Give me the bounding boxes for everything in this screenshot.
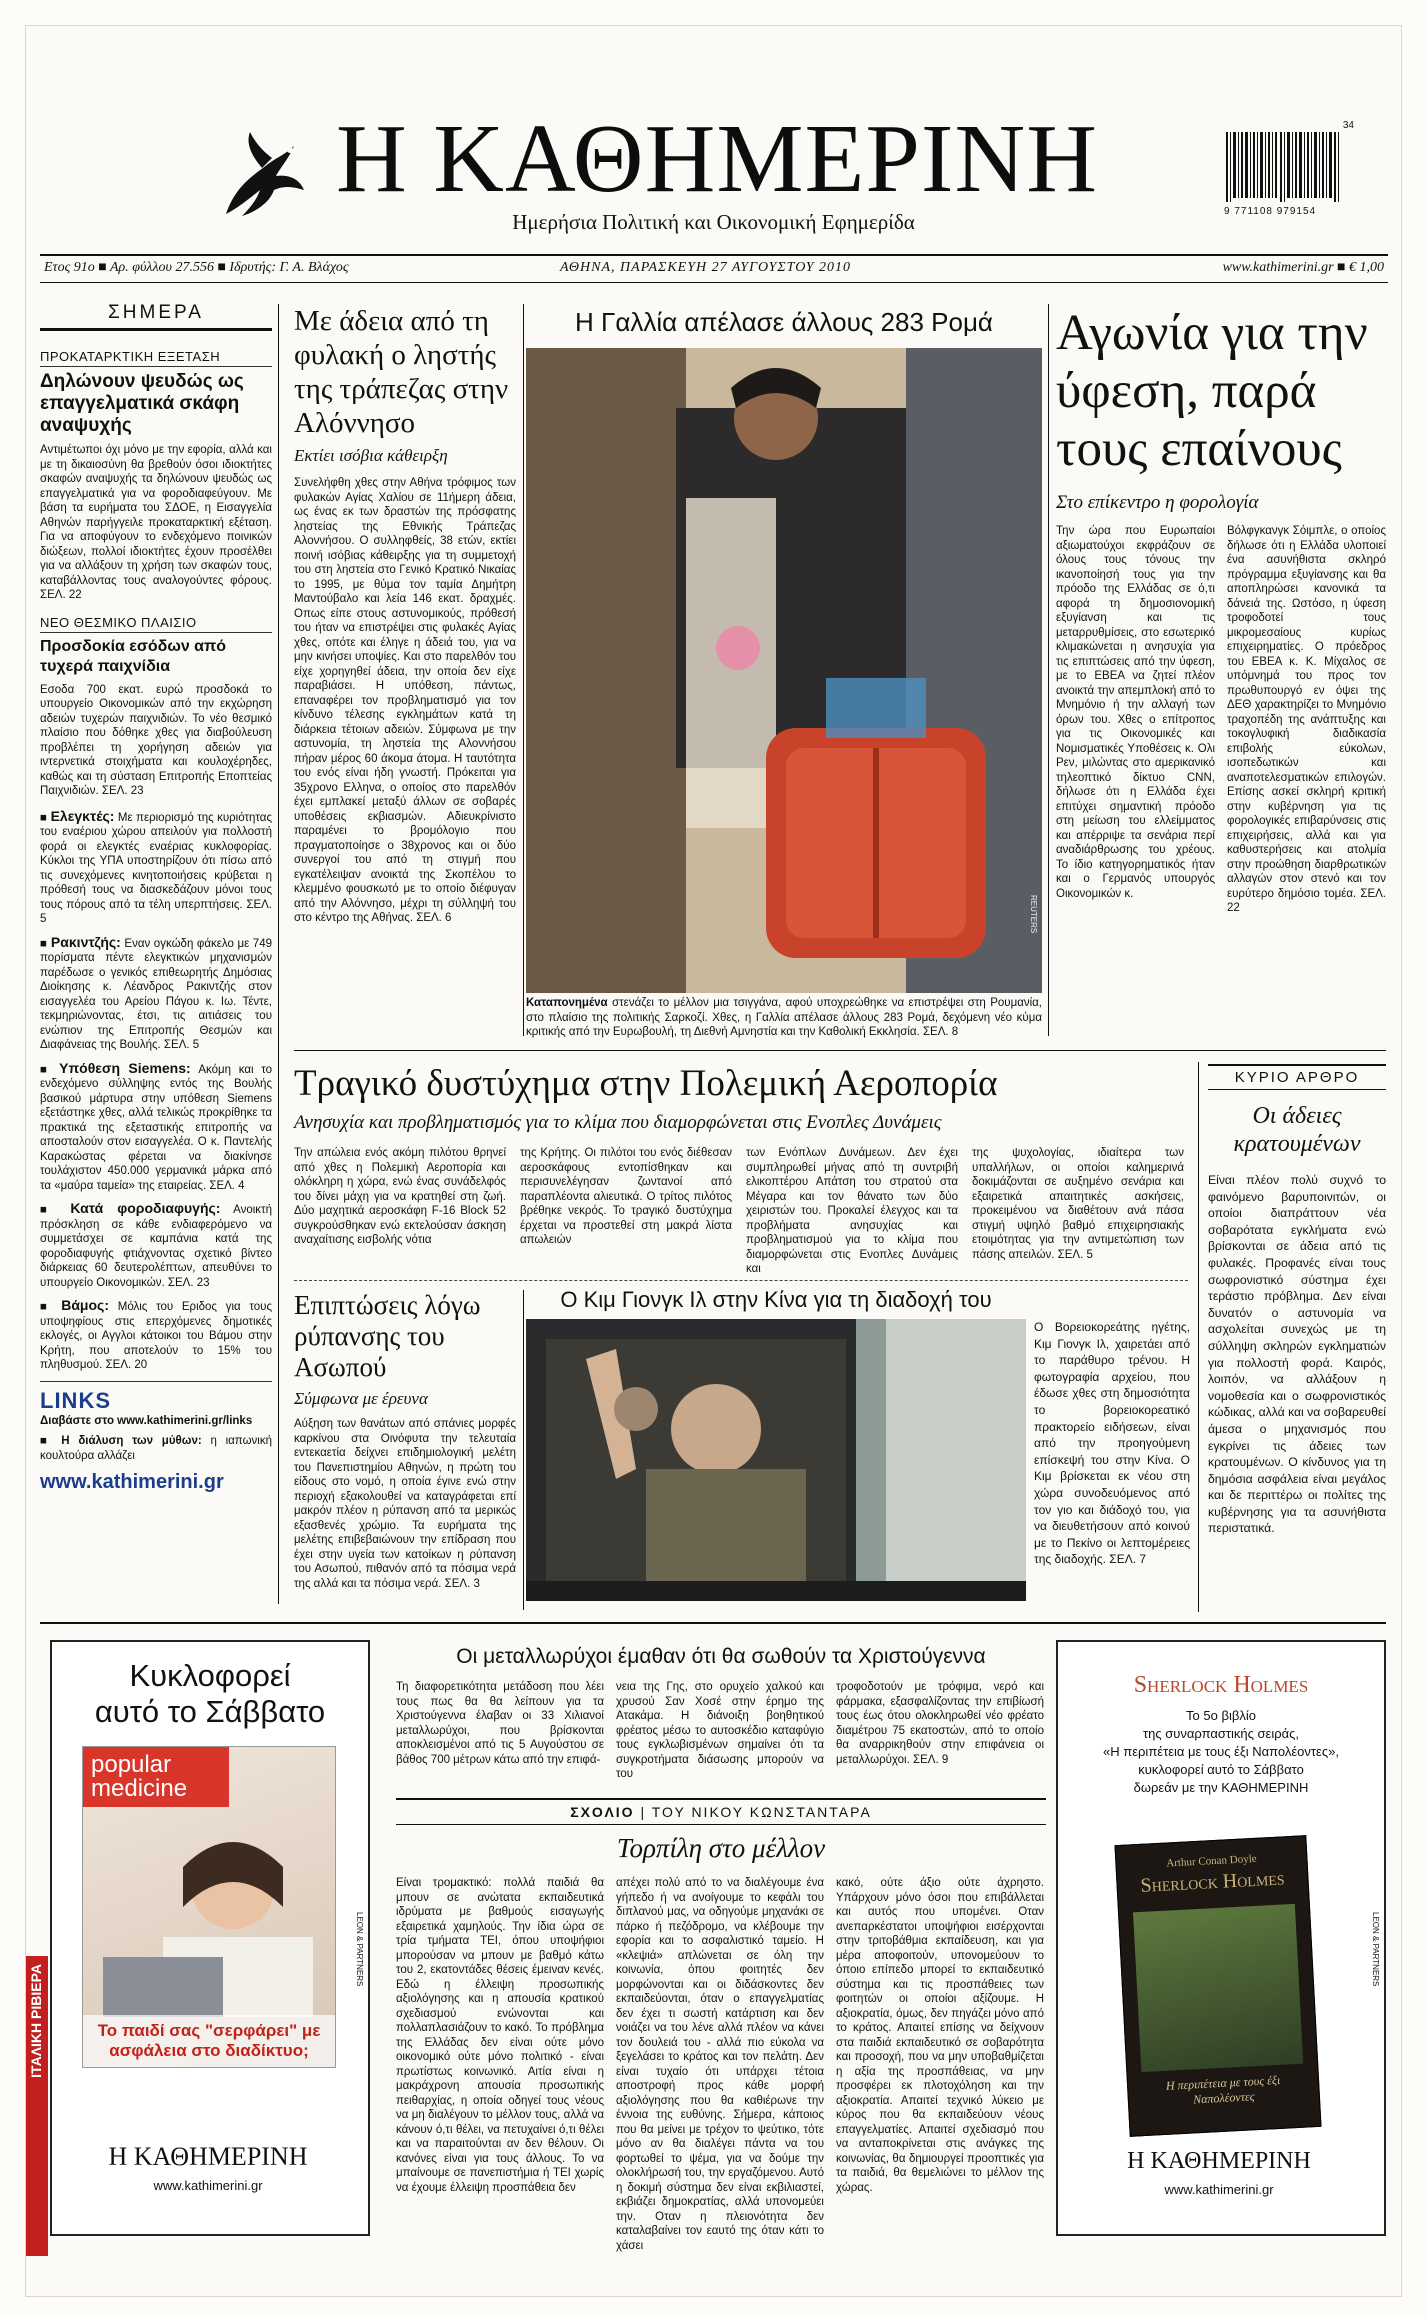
ad-left-url[interactable]: www.kathimerini.gr [153, 2178, 263, 2193]
ad-right-url[interactable]: www.kathimerini.gr [1164, 2182, 1274, 2197]
child-photo-icon [83, 1817, 335, 2017]
kim-story [526, 1284, 1026, 1316]
miners-col-2: νεια της Γης, στο ορυχείο χαλκού και χρυσού Σαν Χοσέ στην έρημο της Ατακάμα. Η διάνοιξη βοηθητικού φρέατος μέσω το αυτοσκέδιο καταφύγιο τους εγκλωβισμένων σημαίνει ότι τα συγκροτήματα διάσωσης μπορούν να του [616, 1681, 824, 1780]
simera-section-1: ΠΡΟΚΑΤΑΡΚΤΙΚΗ ΕΞΕΤΑΣΗ [40, 349, 272, 367]
bullet-text: Ακόμη και το ενδεχόμενο σύλληψης εντός της Βουλής βασικού μάρτυρα στην υπόθεση Siemens εξετάστηκε χθες, αλλά τελικώς προκρίθηκε τα πρακτικά της εξεταστικής επιτροπής να αποσταλούν στον εισαγγελέα. Ο κ. Παντελής Καρακώστας φέρεται να διακίνησε τουλάχιστον 450.000 γερμανικά μάρκα από τα «μαύρα ταμεία» της εταιρείας. ΣΕΛ. 4 [40, 1063, 272, 1192]
airforce-col-1: Την απώλεια ενός ακόμη πιλότου θρηνεί από χθες η Πολεμική Αεροπορία και ολόκληρη η χώρα, ενώ ένας συνάδελφός του δίνει μάχη για να κρατηθεί στη ζωή. Δύο μαχητικά αεροσκάφη F-16 Block 52 συγκρούσθηκαν ενώ εκτελούσαν άσκηση αναχαίτισης εισβολής νότια [294, 1147, 506, 1246]
dateline-right: www.kathimerini.gr ■ € 1,00 [1222, 260, 1384, 275]
asopos-body: Αύξηση των θανάτων από σπάνιες μορφές καρκίνου στα Οινόφυτα την τελευταία εντεκαετία δείχνει επιδημιολογική μελέτη του Πανεπιστημίου Αθηνών, η πρώτη του είδους στο νομό, η οποία έγινε ενώ στην περιοχή εξακολουθεί να καταγράφεται επί μακρόν πλέον η ρύπανση από τα μερικώς εξασθενές χρώμιο. Τα ευρήματα της μελέτης επιβεβαιώνουν την επίδραση που έχει στην υγεία των κατοίκων η ρύπανση του Ασωπού, πιθανόν από τα πόσιμα νερά της αλλά και τα πόσιμα νερά. ΣΕΛ. 3 [294, 1418, 516, 1590]
bullet-rakintzis: ■ Ρακιντζής: Εναν ογκώδη φάκελο με 749 πορίσματα πέντε ελεγκτικών μηχανισμών παρέδωσε ο γενικός επιθεωρητής Δημόσιας Διοίκησης κ. Λέανδρος Ρακιντζής στον εισαγγελέα του Αρείου Πάγου κ. Ιω. Τέντε, τεκμηριώνοντας, έτσι, τις αιτιάσεις του ενώπιον της Επιτροπής Θεσμών και Διαφάνειας της Βουλής. ΣΕΛ. 5 [40, 933, 272, 1051]
roma-story [526, 304, 1042, 340]
editorial-headline[interactable]: Οι άδειες κρατουμένων [1233, 1103, 1361, 1157]
lead-body-col-2: Βόλφγκανγκ Σόιμπλε, ο οποίος δήλωσε ότι η Ελλάδα υλοποιεί ένα ασυνήθιστα σκληρό πρόγραμμα εξυγίανσης και θα αποπληρώσει κανονικά τα δάνειά της. Ωστόσο, η ύφεση τροφοδοτεί τους μικρομεσαίους κυρίως επιχειρηματίες. Ο πρόεδρος του ΕΒΕΑ κ. Κ. Μίχαλος σε υπόμνημά του προς τον πρωθυπουργό εν όψει της ΔΕΘ χαρακτηρίζει το Μνημόνιο τραχοπέδη της ανάπτυξης και τοκογλυφική διαδικασία επιβολής εύκολων, ισοπεδωτικών και αναποτελεσματικών επιλογών. Επίσης ασκεί σκληρή κριτική στην κυβέρνηση για τις φορολογικές επιβαρύνσεις στις επιχειρήσεις, αλλά και για καθυστερήσεις και ατολμία στην προώθηση διαρθρωτικών αλλαγών στον στενό και τον ευρύτερο δημόσιο τομέα. ΣΕΛ. 22 [1227, 525, 1386, 914]
side-strip-label: ΙΤΑΛΙΚΗ ΡΙΒΙΕΡΑ [28, 1964, 44, 2078]
barcode-number: 9 771108 979154 [1224, 206, 1317, 217]
asopos-headline[interactable]: Επιπτώσεις λόγω ρύπανσης του Ασωπού [294, 1290, 481, 1382]
robber-headline[interactable]: Με άδεια από τη φυλακή ο ληστής της τράπεζας στην Αλόννησο [294, 305, 509, 439]
column-divider [1198, 1062, 1199, 1612]
kathimerini-site-logo[interactable]: www.kathimerini.gr [40, 1471, 224, 1493]
ad-popular-medicine[interactable] [50, 1640, 370, 2236]
robber-body: Συνελήφθη χθες στην Αθήνα τρόφιμος των φυλακών Αγίας Χαλίου σε 11ήμερη άδεια, ως ένας εκ των δραστών της πρόσφατης ληστείας της Εθνικής Τράπεζας Αλοννήσου. Ο συλληφθείς, 38 ετών, εκτίει ποινή ισόβιας κάθειρξης για τη συμμετοχή του στη ληστεία στο Γενικό Κρατικό Νικαίας το 1995, με θύμα τον ταμία Δημήτρη Μαντούβαλο και λεία 146 εκατ. δραχμές. Οπως είπε στους αστυνομικούς, πρόθεσή του ήταν να επιστρέψει στις φυλακές Αγίας χθες, οπότε και έληγε η άδειά του, για να μην κινήσει υποψίες. Και στο παρελθόν του είχε χορηγηθεί άδεια, την οποία δεν είχε παραβιάσει. Η υπόθεση, πάντως, επαναφέρει τον προβληματισμό για τον κίνδυνο τέλεσης εγκλημάτων κατά τη διάρκεια τέτοιων αδειών. Σύμφωνα με την αστυνομία, τη ληστεία της Αλοννήσου πήραν μέρος 60 άκομα άτομα. Η ταυτότητα του ενός είναι ήδη γνωστή. Πρόκειται για 35χρονο Ελληνα, ο οποίος στο παρελθόν έχει εμπλακεί μεταξύ άλλων σε σοβαρές υποθέσεις εκβιασμών. Αδιευκρίνιστο παραμένει το βρομόλογιο που πραγματοποίησε ο 38χρονος και οι δύο συνεργοί του από τη στιγμή που εγκατέλειψαν ανοικτά της Σκοπέλου το κλεμμένο φουσκωτό με το οποίο διέφυγαν από την Αλόννησο, μέχρι τη σύλληψή του στο κέντρο της Αθήνας. ΣΕΛ. 6 [294, 477, 516, 924]
column-divider [278, 304, 279, 1604]
airforce-headline[interactable]: Τραγικό δυστύχημα στην Πολεμική Αεροπορία [294, 1063, 998, 1104]
robber-story [294, 304, 516, 1036]
kim-body: Ο Βορειοκορεάτης ηγέτης, Κιμ Γιονγκ Ιλ, χαιρετάει από το παράθυρο τρένου. Η φωτογραφία αρχείου, που έδωσε χθες στη δημοσιότητα το βορειοκορεατικό πρακτορείο ειδήσεων, είναι από την προηγούμενη επίσκεψή του στην Κίνα. Ο Κιμ βρίσκεται εκ νέου στη χώρα συνοδευόμενος από τον γιο και διάδοχό του, για να διευθετήσουν από κοινού με το Πεκίνο οι λεπτομέρειες της διαδοχής. ΣΕΛ. 7 [1034, 1320, 1190, 1567]
kim-photo [526, 1319, 1026, 1601]
simera-section-2: ΝΕΟ ΘΕΣΜΙΚΟ ΠΛΑΙΣΙΟ [40, 615, 272, 633]
lead-subhead: Στο επίκεντρο η φορολογία [1056, 492, 1259, 513]
masthead-tagline: Ημερήσια Πολιτική και Οικονομική Εφημερίδα [512, 210, 915, 234]
dateline-date: ΑΘΗΝΑ, ΠΑΡΑΣΚΕΥΗ 27 ΑΥΓΟΥΣΤΟΥ 2010 [560, 260, 852, 275]
bullet-text: Εναν ογκώδη φάκελο με 749 πορίσματα πέντε ελεγκτικών μηχανισμών παρέδωσε ο γενικός επιθεωρητής Δημόσιας Διοίκησης κ. Λέανδρος Ρακιντζής στον εισαγγελέα του Αρείου Πάγου κ. Ιω. Τέντε, τεκμηριώνοντας, έτσι, τις αιτιάσεις του ενώπιον της Επιτροπής Θεσμών και Διαφάνειας της Βουλής. ΣΕΛ. 5 [40, 937, 272, 1051]
links-bullet-lead: Η διάλυση των μύθων: [61, 1435, 202, 1447]
ad-right-agency: LEON & PARTNERS [1371, 1912, 1380, 1987]
ad-right-line4: κυκλοφορεί αυτό το Σάββατο [1138, 1762, 1304, 1777]
dateline [40, 254, 1388, 283]
simera-body-1: Αντιμέτωποι όχι μόνο με την εφορία, αλλά και με τη δικαιοσύνη θα βρεθούν όσοι ιδιοκτήτες σκαφών αναψυχής τα δηλώνουν ψευδώς ως επαγγελματικά για να φοροδιαφεύγουν. Με βάση τα ευρήματα του ΣΔΟΕ, η Εισαγγελία Αθηνών παρήγγειλε προκαταρκτική εξέταση. Για να αποφύγουν το ενδεχόμενο ποινικών διώξεων, πολλοί ιδιοκτήτες έχουν προσέλθει για να αλλάξουν τη χρήση των σκαφών τους, καταβάλλοντας τους αναλογούντες φόρους. ΣΕΛ. 22 [40, 444, 272, 601]
miners-story [396, 1642, 1046, 1792]
asopos-story [294, 1290, 516, 1610]
bullet-text: Ανοικτή πρόσκληση σε κάθε ενδιαφερόμενο να συμμετάσχει σε καμπάνια κατά της φοροδιαφυγής φτιάχνοντας σχετικό βίντεο διάρκειας 60 δευτερολέπτων, απευθύνει το υπουργείο Οικονομικών. ΣΕΛ. 23 [40, 1204, 272, 1289]
roma-caption-lead: Καταπονημένα [526, 997, 608, 1009]
book-author: Arthur Conan Doyle [1165, 1852, 1257, 1870]
barcode-bars-icon [1224, 132, 1350, 206]
editorial [1208, 1064, 1386, 1612]
ad-right-brand: Η ΚΑΘΗΜΕΡΙΝΗ [1127, 2148, 1311, 2174]
roma-photo-image [526, 348, 1042, 993]
airforce-col-3: των Ενόπλων Δυνάμεων. Δεν έχει συμπληρωθεί μήνας από τη συντριβή ελικοπτέρου Απάτση του στρατού στα Μέγαρα και τον θάνατο των δύο χειριστών του. Προκαλεί έλεγχος και τα προβλήματα ανησυχίας και προβληματισμού για το κλίμα που διαμορφώνεται στις Ενοπλες Δυνάμεις και [746, 1147, 958, 1275]
bullet-elegktes: ■ Ελεγκτές: Με περιορισμό της κυριότητας του εναέριου χώρου απειλούν για πολλοστή φορά οι ελεγκτές εναέριας κυκλοφορίας. Κύκλοι της ΥΠΑ υποστηρίζουν ότι πίσω από τις συνεχόμενες κινητοποιήσεις κρύβεται η πρόθεσή τους να διασκεδάζουν μόνοι τους τους πόρους από τα τέλη υπερπτήσεις. ΣΕΛ. 5 [40, 807, 272, 925]
ad-left-brand: Η ΚΑΘΗΜΕΡΙΝΗ [108, 2142, 308, 2171]
ad-right-line3: «Η περιπέτεια με τους έξι Ναπολέοντες», [1103, 1744, 1339, 1759]
scholio-col-1: Είναι τρομακτικό: πολλά παιδιά θα μπουν σε ανώτατα εκπαιδευτικά ιδρύματα με βαθμούς εισαγωγής εξαιρετικά χαμηλούς. Την ίδια ώρα σε τρία τμήματα ΤΕΙ, όπου υποψήφιοι μπορούσαν να μπουν με βαθμό κάτω του 2, εκατοντάδες θέσεις έμειναν κενές. Εδώ η έλλειψη προσωπικής αξιολόγησης και η απουσία κρατικού σχεδιασμού ενώνονται και πολλαπλασιάζουν το κακό. Το πρόβλημα της Ελλάδας δεν είναι ούτε μόνο οικονομικό ούτε μόνο πολιτικό - είναι πρωτίστως κοινωνικό. Αιτία είναι η μακράχρονη απουσία προσωπικής πειθαρχίας, η οποία οδηγεί τους νέους να μη διαλέγουν το μέλλον τους, αλλά να κάνουν ό,τι θέλει, να πετυχαίνει ό,τι θέλει και να παραιτούνται αν δεν θέλουν. Οι κανόνες είναι για τους άλλους. Το να μπαίνουμε σε πανεπιστήμια ή ΤΕΙ χωρίς να έχουμε έλλειψη προσπάθεια δεν [396, 1877, 604, 2194]
scholio-label: ΣΧΟΛΙΟ [570, 1804, 635, 1820]
bullet-lead: Κατά φοροδιαφυγής: [70, 1200, 221, 1216]
kim-headline[interactable]: Ο Κιμ Γιονγκ Ιλ στην Κίνα για τη διαδοχή του [560, 1287, 992, 1312]
asopos-subhead: Σύμφωνα με έρευνα [294, 1389, 428, 1408]
roma-caption-text: στενάζει το μέλλον μια τσιγγάνα, αφού υποχρεώθηκε να επιστρέψει στη Ρουμανία, στο πλαίσιο της πολιτικής Σαρκοζί. Χθες, η Γαλλία απέλασε άλλους 283 Ρομά, δεχόμενη νέο κύμα κριτικής από την Ευρωβουλή, τη Διεθνή Αμνηστία και την Καθολική Εκκλησία. ΣΕΛ. 8 [526, 997, 1042, 1038]
scholio-col-2: απέχει πολύ από το να διαλέγουμε ένα γήπεδο ή να ανοίγουμε το κεφάλι του διπλανού μας, να οδηγούμε μηχανάκι σε πάρκο ή πεζόδρομο, να κλέβουμε την εφορία και το ασφαλιστικό ταμείο. Η «κλεψιά» απλώνεται σε όλη την κοινωνία, όπου φοιτητές δεν μορφώνονται και οι διδάσκοντες δεν εκπαιδεύονται, όταν ο επαγγελματίας δεν έχει τι σωστή κατάρτιση και δεν νοιάζει να του λένε αλλά πλέον να κάνει τον δουλειά του - αλλά πιο εύκολα να ξεγελάσει το κράτος και τον πελάτη. Δεν είναι τυχαίο ότι υπάρχει τέτοια αποστροφή προς κάθε μορφή αξιολόγησης που θα καθιέρωνε την έννοια της ευθύνης. Σήμερα, κάποιος που θα μείνει με τρέχον το ψεύτικο, τότε μόνο αν θα διαλέγει πάντα να του φορτωθεί το ψέμα, για να δούμε την ολοκλήρωσή του, την εργαζόμενου. Αυτό η δοκιμή σύστημα δεν είναι εκβιλιαστεί, εκβιάζει δημοκρατίας, αλλά υπονομεύει την. Οταν η πλειονότητα δεν καταλαβαίνει τον εαυτό της όταν κάτι το χάσει [616, 1877, 824, 2252]
roma-caption [526, 996, 1042, 1040]
kim-photo-image [526, 1319, 1026, 1601]
roma-photo-credit: REUTERS [1029, 894, 1038, 933]
miners-col-3: τροφοδοτούν με τρόφιμα, νερό και φάρμακα, εξασφαλίζοντας την επιβίωσή τους έως ότου ολοκληρωθεί νέο φρέατο διαμέτρου 75 εκατοστών, από το οποίο θα αναρρικηθούν στην επιφάνεια οι μεταλλωρύχοι. ΣΕΛ. 9 [836, 1681, 1044, 1766]
links-bullet-text: η ιαπωνική κουλτούρα αλλάζει [40, 1435, 273, 1462]
ad-right-line1: Το 5ο βιβλίο [1186, 1708, 1256, 1723]
column-divider [523, 304, 524, 1036]
bullet-lead: Ελεγκτές: [50, 807, 115, 824]
book-title: Sherlock Holmes [1140, 1867, 1286, 1897]
airforce-col-4: της ψυχολογίας, ιδιαίτερα των υπαλλήλων, οι οποίοι καλημερινά δοκιμάζονται σε αυξημένο σενάρια και εξαιρετικά απαιτητικές ασκήσεις, προκειμένου να διαθέτουν ανά πάσα στιγμή υψηλό βαθμό επιχειρησιακής ετοιμότητας για την αντιμετώπιση των πάσης απειλών. ΣΕΛ. 5 [972, 1147, 1184, 1261]
robber-subhead: Εκτίει ισόβια κάθειρξη [294, 446, 448, 465]
ad-sherlock-holmes[interactable] [1056, 1640, 1386, 2236]
ad-left-agency: LEON & PARTNERS [355, 1912, 364, 1987]
lead-body-col-1: Την ώρα που Ευρωπαίοι αξιωματούχοι εκφράζουν σε όλους τους τόνους την ικανοποίησή τους για την πρόοδο της Ελλάδας σε ό,τι αφορά τη δημοσιονομική εξυγίανση και τις μεταρρυθμίσεις, στο εσωτερικό κλιμακώνεται η ανησυχία για τις επιπτώσεις από την ύφεση, με το ΕΒΕΑ να ζητεί πλέον ανοικτά την απεμπλοκή από το Μνημόνιο ή την αλλαγή των όρων του. Χθες ο επίτροπος για τις Οικονομικές και Νομισματικές Υποθέσεις κ. Ολι Ρεν, μιλώντας στο αμερικανικό τηλεοπτικό δίκτυο CNN, δήλωσε ότι η Ελλάδα έχει επιτύχει σημαντική πρόοδο στη μείωση του ελλείμματος και απέρριψε τα σενάρια περί αναδιάρθρωσης του χρέους. Το ίδιο κατηγορηματικός ήταν και ο Γερμανός υπουργός Οικονομικών κ. [1056, 525, 1215, 900]
bullet-vamos: ■ Βάμος: Μόλις του Εριδος για τους υποψηφίους στις επερχόμενες δημοτικές εκλογές, οι Αγγλοι κάτοικοι του Βάμου στην Κρήτη, που αποτελούν το 15% του πληθυσμού. ΣΕΛ. 20 [40, 1297, 272, 1371]
editorial-body: Είναι πλέον πολύ συχνό το φαινόμενο βαρυποινιτών, οι οποίοι διαπράττουν νέα σοβαρότατα εγκλήματα ενώ βρίσκονται σε άδεια από τις φυλακές. Προφανές είναι τους σωφρονιστικό σύστημα έχει τεράστιο πρόβλημα. Δεν είναι δυνατόν ο αστυνομία να ασχολείται συνεχώς με τη σύλληψη σκληρών εγκληματιών για πολλοστή φορά. Καιρός, λοιπόν, να αλλάξουν η νομοθεσία και ο σωφρονιστικός κώδικας, αλλά και να σοβαρευθεί άμεσα ο μηχανισμός που εγκρίνει τις άδειες των κρατουμένων. Ο κίνδυνος για τη δημόσια ασφάλεια είναι μεγάλος και δε περιττέρω οι πολίτες της κυβέρνησης για τα ασυνήθιστα περιστατικά. [1208, 1173, 1386, 1536]
column-divider [523, 1290, 524, 1610]
airforce-col-2: της Κρήτης. Οι πιλότοι του ενός διέθεσαν αεροσκάφους εντοπίσθηκαν και περισυνελέγησαν ζωντανοί από παραπλέοντα αλιευτικά. Ο τρίτος πιλότος βρέθηκε νεκρός. Το τραγικό δυστύχημα έρχεται να προστεθεί στη μακρά λίστα απωλειών [520, 1147, 732, 1246]
simera-bullets [40, 809, 272, 1373]
ad-right-title: Sherlock Holmes [1133, 1672, 1309, 1698]
magazine-title: popular medicine [83, 1747, 229, 1807]
airforce-story [294, 1062, 1194, 1275]
editorial-label: ΚΥΡΙΟ ΑΡΘΡΟ [1208, 1064, 1386, 1090]
horizontal-rule [294, 1050, 1386, 1051]
miners-col-1: Τη διαφορετικότητα μετάδοση που λέει τους πως θα θα λείπουν για τα Χριστούγεννα έλαβαν οι 33 Χιλιανοί μεταλλωρύχοι, που βρίσκονται αποκλεισμένοι από τις 5 Αυγούστου σε βάθος 700 μέτρων κάτω από την επιφά- [396, 1681, 604, 1766]
dateline-left: Ετος 91ο ■ Αρ. φύλλου 27.556 ■ Ιδρυτής: Γ. Α. Βλάχος [44, 260, 349, 275]
bullet-forodiafygi: ■ Κατά φοροδιαφυγής: Ανοικτή πρόσκληση σε κάθε ενδιαφερόμενο να συμμετάσχει σε καμπάνια κατά της φοροδιαφυγής φτιάχνοντας σχετικό βίντεο διάρκειας 60 δευτερολέπτων, απευθύνει το υπουργείο Οικονομικών. ΣΕΛ. 23 [40, 1200, 272, 1289]
scholio-story [396, 1798, 1046, 2252]
newspaper-page [26, 26, 1401, 2296]
airforce-subhead: Ανησυχία και προβληματισμός για το κλίμα που διαμορφώνεται στις Ενοπλες Δυνάμεις [294, 1112, 942, 1133]
dashed-rule [294, 1280, 1188, 1281]
bullet-siemens: ■ Υπόθεση Siemens: Ακόμη και το ενδεχόμενο σύλληψης εντός της Βουλής βασικού μάρτυρα στην υπόθεση Siemens εξετάστηκε χθες, αλλά τελικώς προκρίθηκε τα πρακτικά της εξεταστικής επιτροπής να αποσταλούν στον εισαγγελέα. Ο κ. Παντελής Καρακώστας φέρεται να διακίνησε τουλάχιστον 450.000 γερμανικά μάρκα από τα «μαύρα ταμεία» της εταιρείας. ΣΕΛ. 4 [40, 1059, 272, 1192]
barcode-issue: 34 [1342, 120, 1354, 131]
lead-headline[interactable]: Αγωνία για την ύφεση, παρά τους επαίνους [1056, 305, 1368, 477]
masthead-title: Η ΚΑΘΗΜΕΡΙΝΗ [336, 105, 1099, 213]
ad-right-line5: δωρεάν με την ΚΑΘΗΜΕΡΙΝΗ [1133, 1780, 1309, 1795]
magazine-inner-title: Το παιδί σας "σερφάρει" με ασφάλεια στο διαδίκτυο; [83, 2015, 335, 2067]
simera-body-2: Εσοδα 700 εκατ. ευρώ προσδοκά το υπουργείο Οικονομικών από την εκχώρηση αδειών τυχερών παιχνιδιών. Το νέο θεσμικό πλαίσιο που δόθηκε χθες για διαβούλευση προβλέπει τη χορήγηση αδειών για ιντερνετικά στοιχήματα και κουλοχέρηδες, καθώς και τη σύσταση Επιτροπής Εποπτείας Παιχνιδιών. ΣΕΛ. 23 [40, 683, 272, 797]
column-divider [1048, 304, 1049, 1036]
book-illustration [1133, 1904, 1303, 2072]
ad-left-line2: αυτό το Σάββατο [94, 1694, 326, 1729]
magazine-cover [82, 1746, 336, 2068]
roma-photo [526, 348, 1042, 993]
ad-right-line2: της συναρπαστικής σειράς, [1142, 1726, 1300, 1741]
horizontal-rule [40, 1622, 1386, 1624]
scholio-col-3: κακό, ούτε άξιο ούτε άχρηστο. Υπάρχουν μόνο όσοι που επιβάλλεται και αυτός που υπομένει. Οταν ανεπαρκέστατοι υποψήφιοι εισέρχονται στην τριτοβάθμια εκπαίδευση, και για μέρα αποφοιτούν, υπονομεύουν το όποιο επίπεδο μπορεί το εκπαιδευτικό σύστημα και τις προσπάθειες των φοιτητών οι οποίοι αξίζουμε. Η αξιοκρατία, όμως, δεν πηγάζει μόνο από το κράτος. Απαιτεί επίσης να δείχνουν στα παιδιά εκπαιδευτικό σε σοβαρότητα και προσοχή, που να μην υποβαθμίζεται η αξία της προσπάθειας, να μην προσφέρει εκ πλοτοχόληση και την αξιοκρατία. Απαιτεί τεχνικό λύκειο με κύρος που θα εκπαιδεύουν νέους επαγγελματίες. Απαιτεί σχεδιασμό που να ανταποκρίνεται στις ανάγκες της κοινωνίας, θα δημιουργεί προοπτικές για τα παιδιά, θα θεμελιώνει το μέλλον της χώρας. [836, 1877, 1044, 2194]
links-url[interactable]: Διαβάστε στο www.kathimerini.gr/links [40, 1414, 253, 1427]
barcode [1224, 120, 1364, 230]
bullet-lead: Υπόθεση Siemens: [59, 1059, 191, 1076]
roma-headline[interactable]: Η Γαλλία απέλασε άλλους 283 Ρομά [575, 307, 993, 337]
simera-label: ΣΗΜΕΡΑ [40, 302, 272, 331]
miners-headline[interactable]: Οι μεταλλωρύχοι έμαθαν ότι θα σωθούν τα Χριστούγεννα [456, 1645, 986, 1668]
book-cover [1114, 1835, 1321, 2137]
scholio-label-bar: ΣΧΟΛΙΟ | ΤΟΥ ΝΙΚΟΥ ΚΩΝΣΤΑΝΤΑΡΑ [396, 1798, 1046, 1825]
lead-story [1056, 304, 1386, 1044]
scholio-author: ΤΟΥ ΝΙΚΟΥ ΚΩΝΣΤΑΝΤΑΡΑ [651, 1804, 872, 1820]
simera-headline-1[interactable]: Δηλώνουν ψευδώς ως επαγγελματικά σκάφη αναψυχής [40, 371, 244, 436]
book-subtitle: Η περιπέτεια με τους έξι Ναπολέοντες [1165, 2072, 1281, 2107]
bullet-text: Μόλις του Εριδος για τους υποψηφίους στις επερχόμενες δημοτικές εκλογές, οι Αγγλοι κάτοικοι του Βάμου στην Κρήτη, που αποτελούν το 15% του πληθυσμού. ΣΕΛ. 20 [40, 1301, 272, 1371]
bullet-text: Με περιορισμό της κυριότητας του εναέριου χώρου απειλούν για πολλοστή φορά οι ελεγκτές εναέριας κυκλοφορίας. Κύκλοι της ΥΠΑ υποστηρίζουν ότι πίσω από τις συνεχόμενες κινητοποιήσεις κρύβεται η πρόθεσή τους να διασκεδάζουν μόνοι τους τους πόρους από τα τέλη υπερπτήσεις. ΣΕΛ. 5 [40, 811, 272, 925]
bullet-lead: Βάμος: [61, 1297, 109, 1313]
side-strip[interactable] [26, 1956, 48, 2256]
scholio-headline[interactable]: Τορπίλη στο μέλλον [616, 1833, 826, 1863]
simera-column: ΣΗΜΕΡΑ ΠΡΟΚΑΤΑΡΚΤΙΚΗ ΕΞΕΤΑΣΗ Δηλώνουν ψευδώς ως επαγγελματικά σκάφη αναψυχής Αντιμέτωποι όχι μόνο με την εφορία, αλλά και με τη δικαιοσύνη θα βρεθούν όσοι ιδιοκτήτες σκαφών αναψυχής τα δηλώνουν ψευδώς ως επαγγελματικά για να φοροδιαφεύγουν. Με βάση τα ευρήματα του ΣΔΟΕ, η Εισαγγελία Αθηνών παρήγγειλε προκαταρκτική εξέταση. Για να αποφύγουν το ενδεχόμενο ποινικών διώξεων, πολλοί ιδιοκτήτες έχουν προσέλθει για να αλλάξουν τη χρήση των σκαφών τους, καταβάλλοντας τους αναλογούντες φόρους. ΣΕΛ. 22 ΝΕΟ ΘΕΣΜΙΚΟ ΠΛΑΙΣΙΟ Προσδοκία εσόδων από τυχερά παιχνίδια Εσοδα 700 εκατ. ευρώ προσδοκά το υπουργείο Οικονομικών από την εκχώρηση αδειών τυχερών παιχνιδιών. Το νέο θεσμικό πλαίσιο που δόθηκε χθες για διαβούλευση προβλέπει τη χορήγηση αδειών για ιντερνετικά στοιχήματα και κουλοχέρηδες, καθώς και τη σύσταση Επιτροπής Εποπτείας Παιχνιδιών. ΣΕΛ. 23 ■ Ελεγκτές: Με περιορισμό της κυριότητας του εναέριου χώρου απειλούν για πολλοστή φορά οι ελεγκτές εναέριας κυκλοφορίας. Κύκλοι της ΥΠΑ υποστηρίζουν ότι πίσω από τις συνεχόμενες κινητοποιήσεις κρύβεται η πρόθεσή τους να διασκεδάζουν μόνοι τους τους πόρους από τα τέλη υπερπτήσεις. ΣΕΛ. 5 ■ Ρακιντζής: Εναν ογκώδη φάκελο με 749 πορίσματα πέντε ελεγκτικών μηχανισμών παρέδωσε ο γενικός επιθεωρητής Δημόσιας Διοίκησης κ. Λέανδρος Ρακιντζής στον εισαγγελέα του Αρείου Πάγου κ. Ιω. Τέντε, τεκμηριώνοντας, έτσι, τις αιτιάσεις του ενώπιον της Επιτροπής Θεσμών και Διαφάνειας της Βουλής. ΣΕΛ. 5 ■ Υπόθεση Siemens: Ακόμη και το ενδεχόμενο σύλληψης εντός της Βουλής βασικού μάρτυρα στην υπόθεση Siemens εξετάστηκε χθες, αλλά τελικώς προκρίθηκε τα πρακτικά της εξεταστικής επιτροπής να αποσταλούν στον εισαγγελέα. Ο κ. Παντελής Καρακώστας φέρεται να διακίνησε τουλάχιστον 450.000 γερμανικά μάρκα από τα «μαύρα ταμεία» της εταιρείας. ΣΕΛ. 4 ■ Κατά φοροδιαφυγής: Ανοικτή πρόσκληση σε κάθε ενδιαφερόμενο να συμμετάσχει σε καμπάνια κατά της φοροδιαφυγής φτιάχνοντας σχετικό βίντεο διάρκειας 60 δευτερολέπτων, απευθύνει το υπουργείο Οικονομικών. ΣΕΛ. 23 ■ Βάμος: Μόλις του Εριδος για τους υποψηφίους στις επερχόμενες δημοτικές εκλογές, οι Αγγλοι κάτοικοι του Βάμου στην Κρήτη, που αποτελούν το 15% του πληθυσμού. ΣΕΛ. 20 LINKS Διαβάστε στο www.kathimerini.gr/links ■ Η διάλυση των μύθων: η ιαπωνική κουλτούρα αλλάζει www.kathimerini.gr [40, 302, 273, 1493]
simera-headline-2[interactable]: Προσδοκία εσόδων από τυχερά παιχνίδια [40, 637, 227, 675]
bullet-lead: Ρακιντζής: [50, 933, 121, 950]
ad-left-line1: Κυκλοφορεί [129, 1658, 291, 1693]
links-label: LINKS [40, 1381, 272, 1414]
